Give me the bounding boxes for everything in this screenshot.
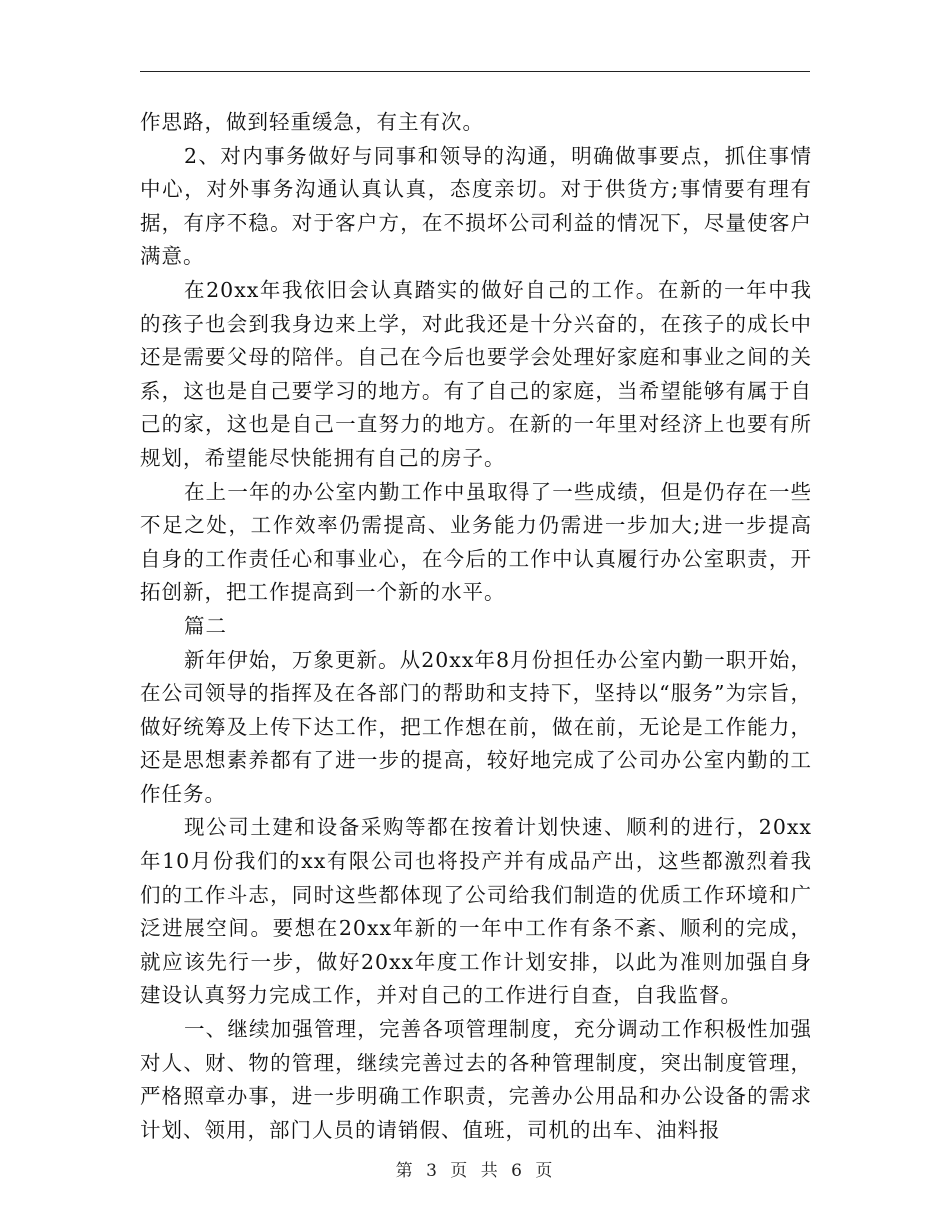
paragraph-family-plans: 在20xx年我依旧会认真踏实的做好自己的工作。在新的一年中我的孩子也会到我身边来上学，对此我还是十分兴奋的，在孩子的成长中还是需要父母的陪伴。自己在今后也要学会处理好家庭和事业之间的关系，这也是自己要学习的地方。有了自己的家庭，当希望能够有属于自己的家，这也是自己一直努力的地方。在新的一年里对经济上也要有所规划，希望能尽快能拥有自己的房子。 <box>140 277 812 470</box>
paragraph-new-year: 新年伊始，万象更新。从20xx年8月份担任办公室内勤一职开始，在公司领导的指挥及在各部门的帮助和支持下，坚持以“服务”为宗旨，做好统筹及上传下达工作，把工作想在前，做在前，无论是工作能力，还是思想素养都有了进一步的提高，较好地完成了公司办公室内勤的工作任务。 <box>140 647 812 806</box>
page-number-footer: 第 3 页 共 6 页 <box>395 1161 555 1181</box>
paragraph-continuation: 作思路，做到轻重缓急，有主有次。 <box>140 110 484 134</box>
section-heading-part-two: 篇二 <box>184 613 227 638</box>
document-body <box>140 106 812 1147</box>
paragraph-management: 一、继续加强管理，完善各项管理制度，充分调动工作积极性加强对人、财、物的管理，继续完善过去的各种管理制度，突出制度管理，严格照章办事，进一步明确工作职责，完善办公用品和办公设备的需求计划、领用，部门人员的请销假、值班，司机的出车、油料报 <box>140 1017 812 1142</box>
paragraph-communication: 2、对内事务做好与同事和领导的沟通，明确做事要点，抓住事情中心，对外事务沟通认真认真，态度亲切。对于供货方;事情要有理有据，有序不稳。对于客户方，在不损坏公司利益的情况下，尽量使客户满意。 <box>140 143 812 269</box>
header-divider <box>140 71 810 72</box>
paragraph-shortcomings: 在上一年的办公室内勤工作中虽取得了一些成绩，但是仍存在一些不足之处，工作效率仍需提高、业务能力仍需进一步加大;进一步提高自身的工作责任心和事业心，在今后的工作中认真履行办公室职责，开拓创新，把工作提高到一个新的水平。 <box>140 479 812 605</box>
paragraph-company-progress: 现公司土建和设备采购等都在按着计划快速、顺利的进行，20xx年10月份我们的xx有限公司也将投产并有成品产出，这些都激烈着我们的工作斗志，同时这些都体现了公司给我们制造的优质工作环境和广泛进展空间。要想在20xx年新的一年中工作有条不紊、顺利的完成，就应该先行一步，做好20xx年度工作计划安排，以此为准则加强自身建设认真努力完成工作，并对自己的工作进行自查，自我监督。 <box>140 815 812 1008</box>
